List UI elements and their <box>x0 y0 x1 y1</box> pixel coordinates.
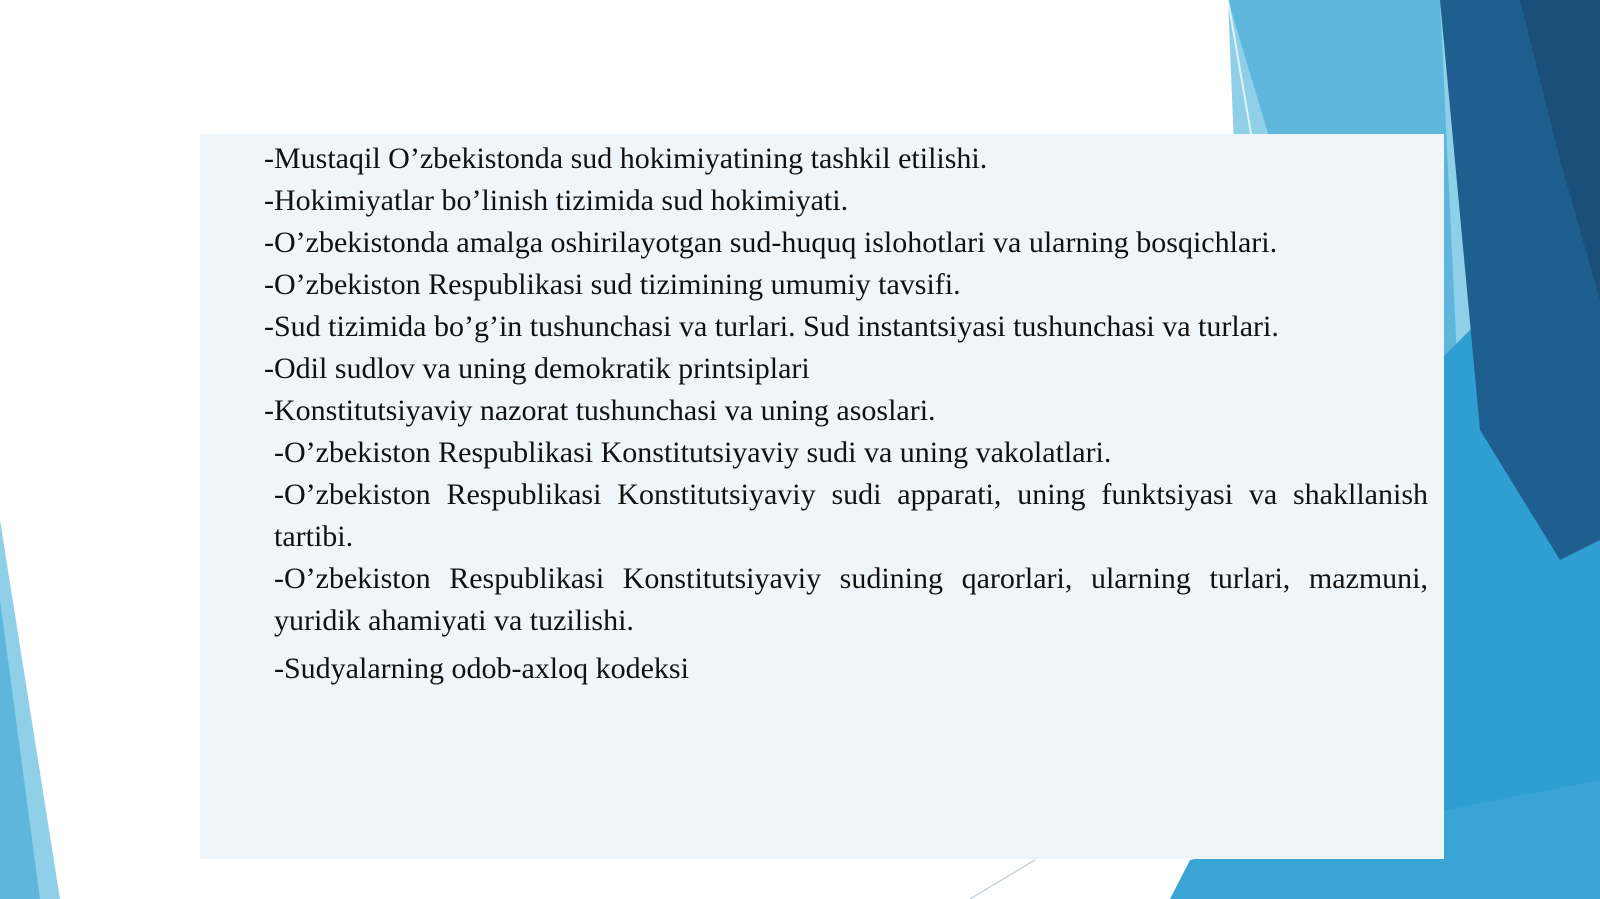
topic-item-2: -Hokimiyatlar bo’linish tizimida sud hokimiyati. <box>264 184 849 217</box>
topic-item-3: -O’zbekistonda amalga oshirilayotgan sud-huquq islohotlari va ularning bosqichlari. <box>264 226 1278 259</box>
topic-item-7: -Konstitutsiyaviy nazorat tushunchasi va uning asoslari. <box>264 394 936 427</box>
topic-item-6: -Odil sudlov va uning demokratik printsiplari <box>264 352 810 385</box>
topic-item-1: -Mustaqil O’zbekistonda sud hokimiyatining tashkil etilishi. <box>264 142 988 175</box>
topic-item-9: -O’zbekiston Respublikasi Konstitutsiyaviy sudi apparati, uning funktsiyasi va shakllanish tartibi. <box>274 478 1428 553</box>
bottom-accent-line <box>970 860 1035 899</box>
topic-item-11: -Sudyalarning odob-axloq kodeksi <box>274 652 689 685</box>
topic-item-10: -O’zbekiston Respublikasi Konstitutsiyaviy sudining qarorlari, ularning turlari, mazmuni, yuridik ahamiyati va tuzilishi. <box>274 562 1428 637</box>
topic-item-8: -O’zbekiston Respublikasi Konstitutsiyaviy sudi va uning vakolatlari. <box>274 436 1112 469</box>
topic-item-4: -O’zbekiston Respublikasi sud tizimining umumiy tavsifi. <box>264 268 961 301</box>
topic-item-5: -Sud tizimida bo’g’in tushunchasi va turlari. Sud instantsiyasi tushunchasi va turlari. <box>264 310 1279 343</box>
